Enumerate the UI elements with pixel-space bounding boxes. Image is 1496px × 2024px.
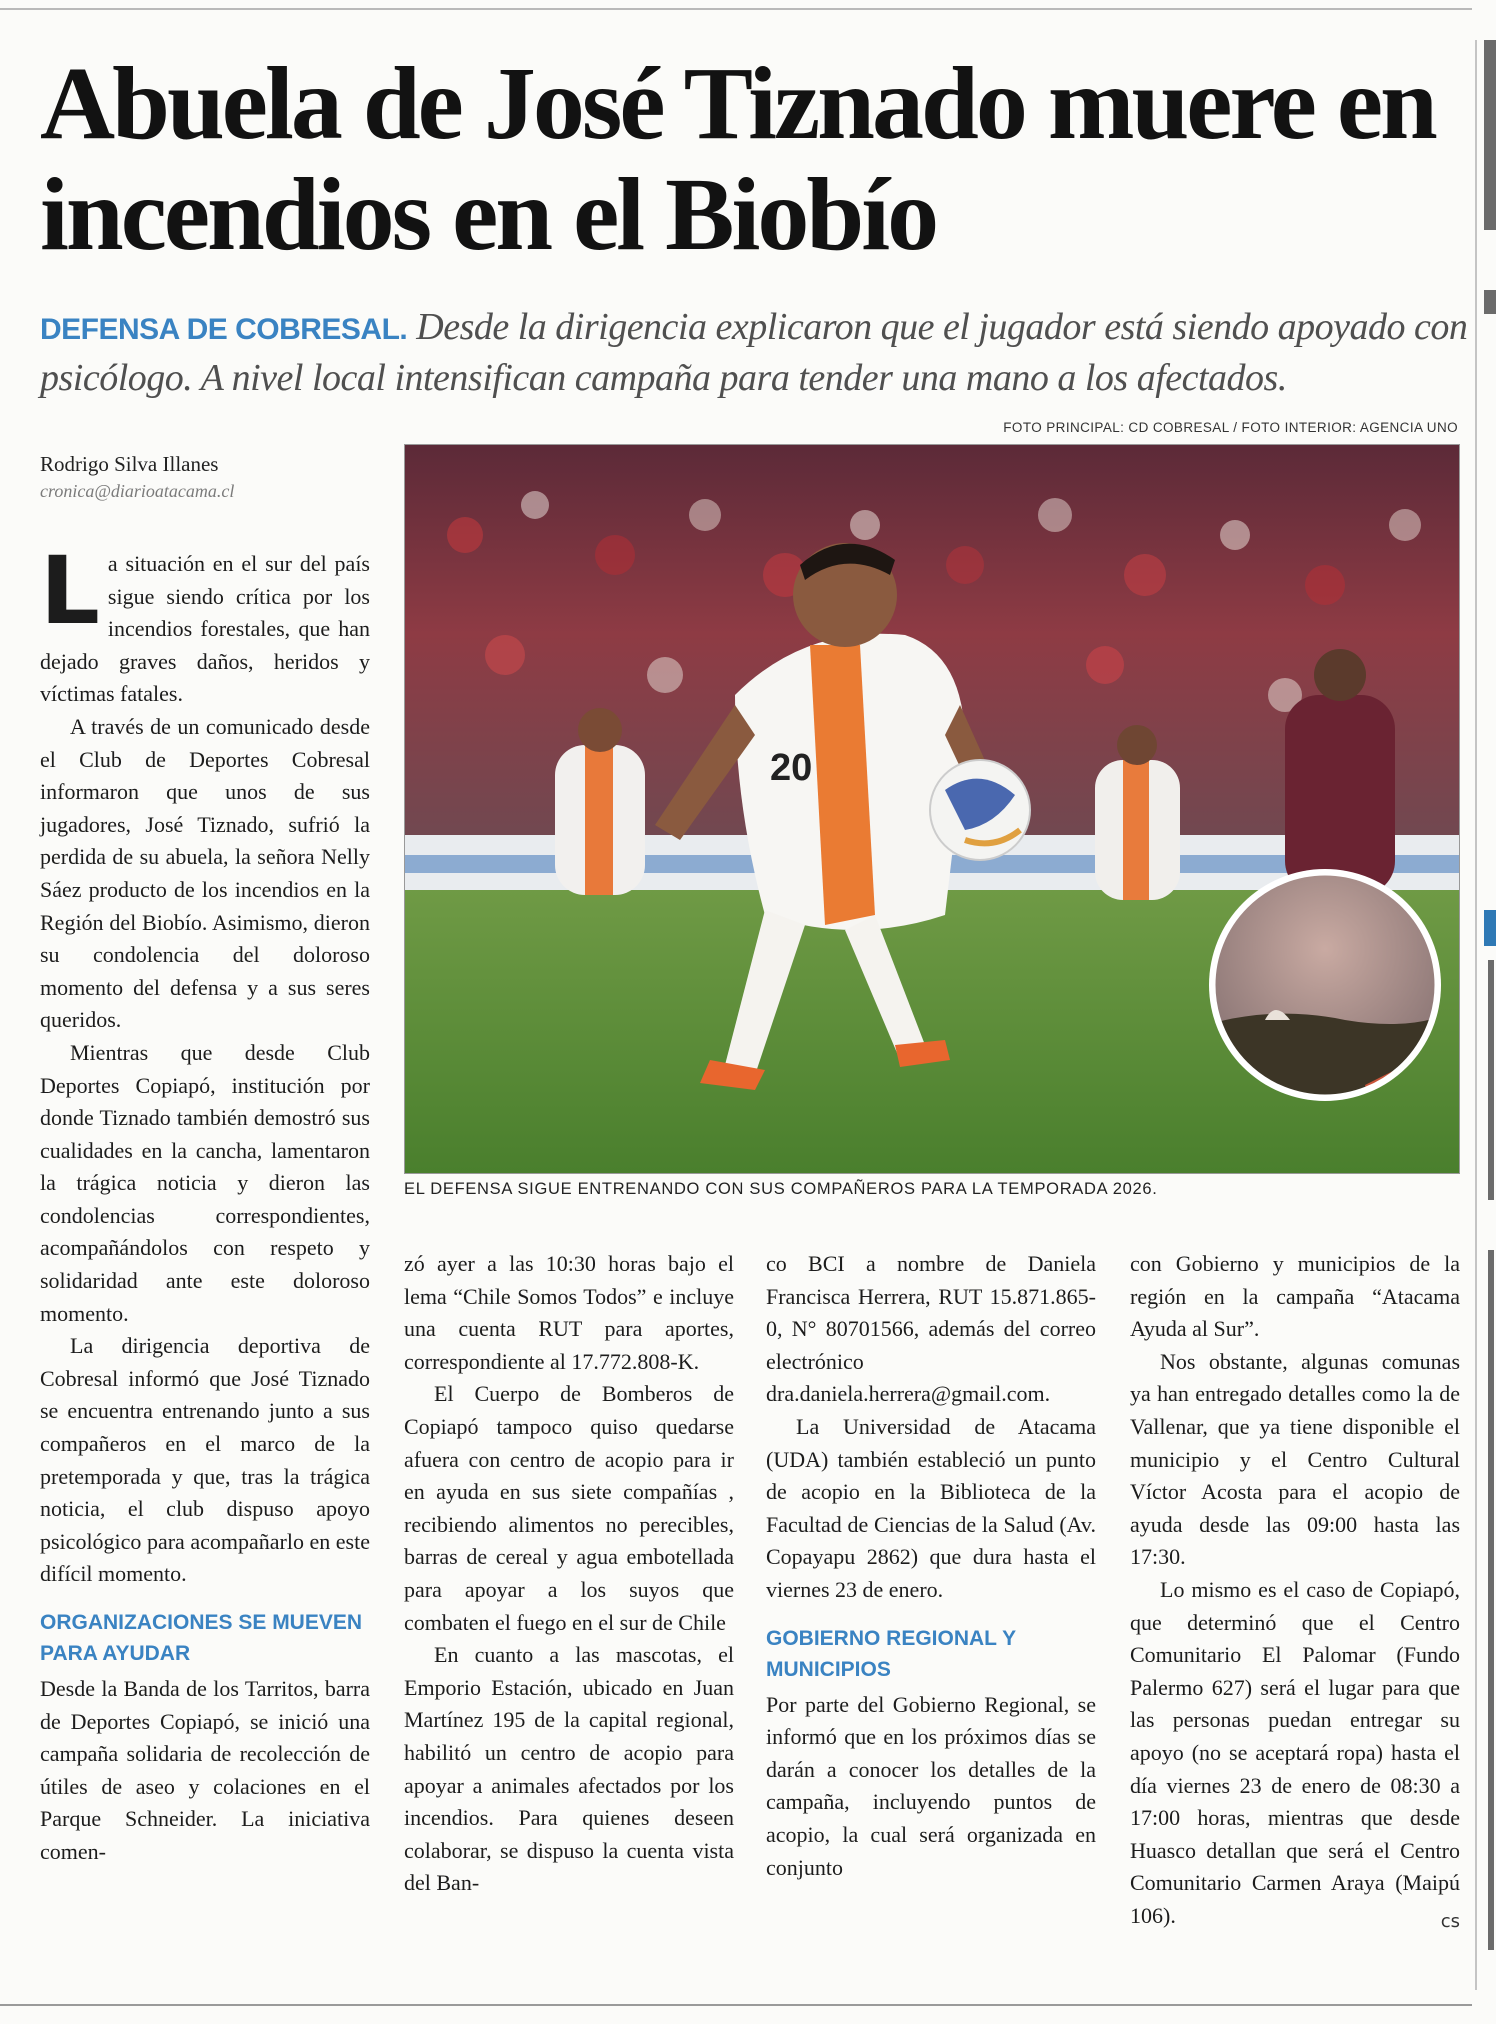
deck-kicker: DEFENSA DE COBRESAL. <box>40 313 408 346</box>
jersey-number: 20 <box>770 747 813 789</box>
paragraph-8: La Universidad de Atacama (UDA) también estableció un punto de acopio en la Biblioteca de la Facultad de Ciencias de la Salud (Av. Copayapu 2862) que dura hasta el viernes 23 de enero. <box>766 1413 1096 1602</box>
adjacent-page-bleed <box>1484 910 1496 946</box>
paragraph-7-continued: co BCI a nombre de Daniela Francisca Herrera, RUT 15.871.865-0, N° 80701566, además del correo electrónico dra.daniela.herrera@gmail.com. <box>766 1251 1096 1407</box>
article-column-1 <box>40 537 370 1869</box>
football-match-photo <box>405 445 1459 1173</box>
subhead-gobierno: GOBIERNO REGIONAL Y MUNICIPIOS <box>766 1626 1016 1681</box>
adjacent-page-bleed <box>1484 290 1496 314</box>
paragraph-1: La situación en el sur del país sigue siendo crítica por los incendios forestales, que han dejado graves daños, heridos y víctimas fatales. <box>40 537 370 707</box>
adjacent-page-bleed <box>1484 40 1496 230</box>
paragraph-9-continued: con Gobierno y municipios de la región en la campaña “Atacama Ayuda al Sur”. <box>1130 1251 1460 1342</box>
article-column-4 <box>1130 1248 1460 1938</box>
paragraph-11: Lo mismo es el caso de Copiapó, que determinó que el Centro Comunitario El Palomar (Fundo Palermo 627) será el lugar para que las personas puedan entregar su apoyo (no se aceptará ropa) hasta el día viernes 23 de enero de 08:30 a 17:00 horas, mientras que desde Huasco detallan que será el Centro Comunitario Carmen Araya (Maipú 106). cs <box>1130 1574 1460 1933</box>
paragraph-4: La dirigencia deportiva de Cobresal informó que José Tiznado se encuentra entrenando junto a sus compañeros en el marco de la pretemporada y que, tras la trágica noticia, el club dispuso apoyo psicológico para acompañarlo en este difícil momento. <box>40 1333 370 1587</box>
byline-email: cronica@diarioatacama.cl <box>40 481 235 501</box>
paragraph-6: El Cuerpo de Bomberos de Copiapó tampoco quiso quedarse afuera con centro de acopio para ir en ayuda en sus siete compañías , recibiendo alimentos no perecibles, barras de cereal y agua embotellada para apoyar a los suyos que combaten el fuego en el sur de Chile <box>404 1381 734 1635</box>
paragraph-5: Desde la Banda de los Tarritos, barra de Deportes Copiapó, se inició una campaña solidaria de recolección de útiles de aseo y colaciones en el Parque Schneider. La iniciativa comen- <box>40 1676 370 1864</box>
article-column-3 <box>766 1248 1096 1884</box>
paragraph-10: Nos obstante, algunas comunas ya han entregado detalles como la de Vallenar, que ya tiene disponible el municipio y el Centro Cultural Víctor Acosta para el acopio de ayuda desde las 09:00 hasta las 17:30. <box>1130 1348 1460 1570</box>
bottom-rule <box>0 2004 1472 2006</box>
article-column-2 <box>404 1248 734 1900</box>
main-photo <box>404 444 1460 1174</box>
end-mark-icon: cs <box>1440 1910 1460 1932</box>
photo-credit: FOTO PRINCIPAL: CD COBRESAL / FOTO INTERIOR: AGENCIA UNO <box>1003 420 1458 435</box>
adjacent-page-bleed <box>1488 1250 1494 1950</box>
football <box>930 760 1030 860</box>
deck-text: Desde la dirigencia explicaron que el jugador está siendo apoyado con psicólogo. A nivel local intensifican campaña para tender una mano a los afectados. <box>40 306 1468 399</box>
right-column-rule <box>1475 40 1477 1990</box>
paragraph-7: En cuanto a las mascotas, el Emporio Estación, ubicado en Juan Martínez 195 de la capital regional, habilitó un centro de acopio para apoyar a animales afectados por los incendios. Para quienes deseen colaborar, se dispuso la cuenta vista del Ban- <box>404 1642 734 1896</box>
paragraph-5-continued: zó ayer a las 10:30 horas bajo el lema “Chile Somos Todos” e incluye una cuenta RUT para aportes, correspondiente al 17.772.808-K. <box>404 1251 734 1374</box>
byline-author: Rodrigo Silva Illanes <box>40 452 219 476</box>
adjacent-page-bleed <box>1488 960 1494 1200</box>
headline: Abuela de José Tiznado muere en incendios en el Biobío <box>40 46 1435 272</box>
subhead-organizaciones: ORGANIZACIONES SE MUEVEN PARA AYUDAR <box>40 1611 363 1665</box>
photo-caption: EL DEFENSA SIGUE ENTRENANDO CON SUS COMPAÑEROS PARA LA TEMPORADA 2026. <box>404 1180 1158 1198</box>
deck <box>40 303 1470 402</box>
drop-cap: L <box>40 537 100 646</box>
top-rule <box>0 8 1472 10</box>
byline <box>40 452 380 502</box>
paragraph-2: A través de un comunicado desde el Club de Deportes Cobresal informaron que unos de sus jugadores, José Tiznado, sufrió la perdida de su abuela, la señora Nelly Sáez producto de los incendios en la Región del Biobío. Asimismo, dieron su condolencia del doloroso momento del defensa y a sus seres queridos. <box>40 713 370 1033</box>
paragraph-3: Mientras que desde Club Deportes Copiapó, institución por donde Tiznado también demostró sus cualidades en la cancha, lamentaron la trágica noticia y dieron las condolencias correspondientes, acompañándolos con respeto y solidaridad ante este doloroso momento. <box>40 1039 370 1326</box>
paragraph-9: Por parte del Gobierno Regional, se informó que en los próximos días se darán a conocer los detalles de la campaña, incluyendo puntos de acopio, la cual será organizada en conjunto <box>766 1691 1096 1880</box>
